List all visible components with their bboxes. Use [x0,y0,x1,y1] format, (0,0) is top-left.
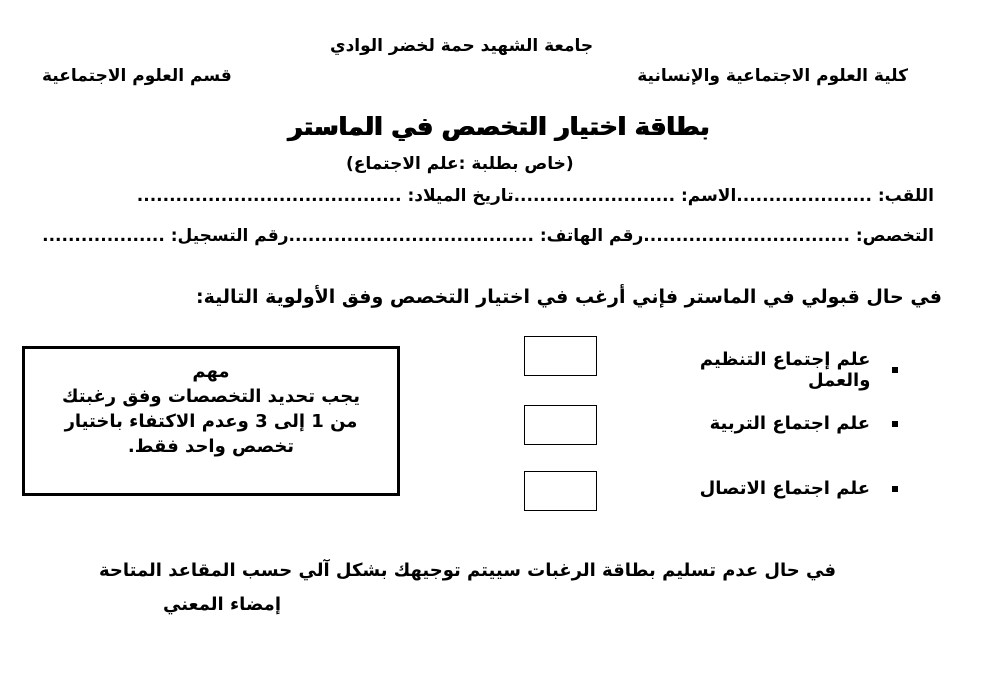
notice-line: تخصص واحد فقط. [127,436,295,457]
priority-box-3[interactable] [524,471,597,511]
page-title: بطاقة اختيار التخصص في الماستر [288,112,710,141]
notice-heading: مهم [192,361,230,382]
notice-box [22,346,400,496]
bullet-icon [892,367,898,373]
choice-label: علم اجتماع الاتصال [699,478,870,499]
notice-line: من 1 إلى 3 وعدم الاكتفاء باختيار [64,411,358,432]
instruction-text: في حال قبولي في الماستر فإني أرغب في اختيار التخصص وفق الأولوية التالية: [195,286,942,308]
bullet-icon [892,486,898,492]
priority-box-2[interactable] [524,405,597,445]
page-subtitle: (خاص بطلبة :علم الاجتماع) [346,154,574,174]
personal-info-line[interactable]: اللقب: .....................الاسم: .........................تاريخ الميلاد: ......................................... [136,186,934,206]
footer-note: في حال عدم تسليم بطاقة الرغبات سييتم توجيهك بشكل آلي حسب المقاعد المتاحة [98,560,836,581]
signature-label: إمضاء المعني [163,594,281,615]
choice-label: علم إجتماع التنظيم والعمل [699,349,871,391]
choice-item-1 [648,349,898,391]
priority-box-1[interactable] [524,336,597,376]
academic-info-line[interactable]: التخصص: ................................رقم الهاتف: ......................................رقم التسجيل: ................... [42,226,934,246]
choice-label: علم اجتماع التربية [709,413,870,434]
department-name: قسم العلوم الاجتماعية [42,66,232,86]
faculty-name: كلية العلوم الاجتماعية والإنسانية [637,66,908,86]
university-name: جامعة الشهيد حمة لخضر الوادي [330,36,594,56]
choice-item-3 [648,478,898,499]
choice-item-2 [648,413,898,434]
notice-line: يجب تحديد التخصصات وفق رغبتك [61,386,361,407]
bullet-icon [892,421,898,427]
